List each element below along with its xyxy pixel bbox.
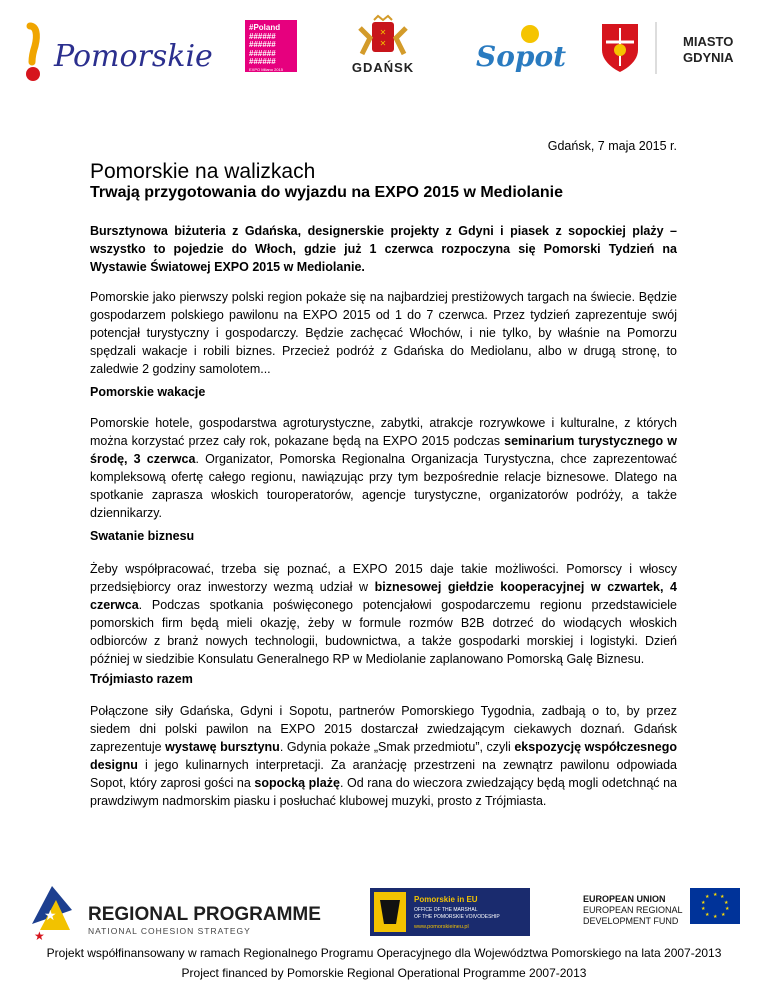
footer-line-en: Project financed by Pomorskie Regional Operational Programme 2007-2013 bbox=[181, 966, 587, 980]
gdynia-logo-text bbox=[683, 34, 734, 66]
pom-eu-line1: Pomorskie in EU bbox=[414, 895, 478, 904]
eu-flag-icon bbox=[690, 888, 740, 924]
intro-paragraph: Pomorskie jako pierwszy polski region pokaże się na najbardziej prestiżowych targach na świecie. Będzie gospodarzem polskiego pawilonu na EXPO 2015 od 1 do 7 czerwca. Przez tydzień zaprezentuje swój potencjał turystyczny i gospodarczy. Będzie zachęcać Włochów, i nie tylko, by właśnie na Pomorzu spędzali wakacje i robili biznes. Przecież podróż z Gdańska do Mediolanu, albo w drugą stronę, to zaledwie 2 godziny samolotem... bbox=[90, 290, 677, 376]
svg-text:★: ★ bbox=[701, 900, 706, 906]
pom-eu-line4: www.pomorskieineu.pl bbox=[414, 924, 469, 930]
pom-eu-line3: OF THE POMORSKIE VOIVODESHIP bbox=[414, 914, 500, 920]
section-paragraph-trojmiasto: Połączone siły Gdańska, Gdyni i Sopotu, partnerów Pomorskiego Tygodnia, zadbają o to, by przez siedem dni polski pawilon na EXPO 2015 dostarczał zwiedzającym ciekawych doznań. Gdańsk zaprezentuje wystawę bursztynu. Gdynia pokaże „Smak przedmiotu”, czyli ekspozycję współczesnego designu i jego kulinarnych interpretacji. Za aranżację przestrzeni na zewnątrz pawilonu odpowiada Sopot, który zaprosi gości na sopocką plażę. Od rana do wieczora zwiedzający będą mogli odetchnąć na prawdziwym nadmorskim piasku i posłuchać klubowej muzyki, prosto z Trójmiasta. bbox=[90, 704, 677, 808]
pomorskie-logo-text: Pomorskie bbox=[54, 39, 213, 74]
sopot-logo-text: Sopot bbox=[476, 40, 567, 73]
svg-text:★: ★ bbox=[705, 912, 710, 918]
svg-text:★: ★ bbox=[705, 894, 710, 900]
pomorskie-in-eu-logo bbox=[370, 888, 530, 936]
poland-logo-hash: ###### bbox=[249, 57, 276, 66]
gdynia-logo bbox=[596, 20, 676, 76]
svg-text:★: ★ bbox=[44, 907, 57, 923]
poland-logo-hash: ###### bbox=[249, 40, 276, 49]
footer-line-pl: Projekt współfinansowany w ramach Regionalnego Programu Operacyjnego dla Województwa Pomorskiego na lata 2007-2013 bbox=[46, 946, 722, 960]
rp-subtitle: NATIONAL COHESION STRATEGY bbox=[88, 926, 251, 936]
document-title: Pomorskie na walizkach bbox=[90, 160, 316, 183]
eu-line3: DEVELOPMENT FUND bbox=[583, 916, 679, 926]
poland-logo-hash: ###### bbox=[249, 48, 276, 58]
regional-programme-logo bbox=[30, 880, 321, 950]
pom-eu-line2: OFFICE OF THE MARSHAL bbox=[414, 907, 478, 913]
section-heading-biznes: Swatanie biznesu bbox=[90, 529, 195, 543]
document-subtitle: Trwają przygotowania do wyjazdu na EXPO 2015 w Mediolanie bbox=[90, 184, 564, 201]
gdansk-crest-icon bbox=[348, 18, 418, 60]
rp-title: REGIONAL PROGRAMME bbox=[88, 904, 321, 925]
poland-logo-hash: ###### bbox=[249, 31, 276, 41]
svg-text:★: ★ bbox=[724, 900, 729, 906]
svg-text:✕: ✕ bbox=[379, 39, 387, 48]
gdynia-crest-icon bbox=[596, 20, 676, 76]
poland-expo-logo bbox=[245, 20, 297, 72]
svg-text:★: ★ bbox=[725, 906, 730, 912]
svg-text:★: ★ bbox=[701, 906, 706, 912]
poland-logo-subtitle: EXPO Milano 2015 bbox=[249, 66, 284, 72]
gdansk-logo bbox=[348, 18, 418, 78]
gdynia-logo-line1: MIASTO bbox=[683, 34, 734, 49]
eu-line1: EUROPEAN UNION bbox=[583, 894, 666, 904]
pomorskie-logo bbox=[22, 22, 213, 84]
svg-text:★: ★ bbox=[713, 914, 718, 920]
section-paragraph-biznes: Żeby współpracować, trzeba się poznać, a EXPO 2015 daje takie możliwości. Pomorscy i włoscy przedsiębiorcy oraz inwestorzy wezmą udział w biznesowej giełdzie kooperacyjnej w czwartek, 4 czerwca. Podczas spotkania poświęconego potencjałowi gospodarczemu regionu przedstawiciele pomorskich firm będą mieli okazję, żeby w formule rozmów B2B dotrzeć do wiodących włoskich odbiorców z branż nowych technologii, budownictwa, a także gospodarki morskiej i logistyki. Dzień później w siedzibie Konsulatu Generalnego RP w Mediolanie zaplanowano Pomorską Galę Biznesu. bbox=[90, 562, 677, 666]
eu-line2: EUROPEAN REGIONAL bbox=[583, 905, 683, 915]
lead-paragraph: Bursztynowa biżuteria z Gdańska, designerskie projekty z Gdyni i piasek z sopockiej plaży – wszystko to pojedzie do Włoch, gdzie już 1 czerwca rozpoczyna się Pomorski Tydzień na Wystawie Światowej EXPO 2015 w Mediolanie. bbox=[90, 224, 677, 274]
document-date: Gdańsk, 7 maja 2015 r. bbox=[547, 139, 677, 153]
eu-fund-text bbox=[583, 894, 683, 927]
svg-text:★: ★ bbox=[713, 892, 718, 898]
poland-logo-title: #Poland bbox=[249, 23, 281, 32]
gdynia-logo-line2: GDYNIA bbox=[683, 50, 734, 65]
svg-text:★: ★ bbox=[720, 894, 725, 900]
section-heading-wakacje: Pomorskie wakacje bbox=[90, 385, 206, 399]
gdansk-logo-text: GDAŃSK bbox=[351, 60, 415, 75]
svg-text:★: ★ bbox=[721, 912, 726, 918]
svg-text:✕: ✕ bbox=[379, 28, 387, 37]
section-heading-trojmiasto: Trójmiasto razem bbox=[90, 672, 193, 686]
section-paragraph-wakacje: Pomorskie hotele, gospodarstwa agroturystyczne, zabytki, atrakcje rozrywkowe i kulturalne, z których można korzystać przez cały rok, pokazane będą na EXPO 2015 podczas seminarium turystycznego w środę, 3 czerwca. Organizator, Pomorska Regionalna Organizacja Turystyczna, chce zaprezentować kompleksową ofertę całego regionu, nawiązując przy tym bezpośrednie relacje biznesowe. Dlatego na spotkanie zaprasza włoskich touroperatorów, agencje turystyczne, organizatorów podróży, a także dziennikarzy. bbox=[90, 416, 678, 520]
svg-text:★: ★ bbox=[34, 929, 45, 943]
sopot-logo bbox=[470, 22, 567, 78]
